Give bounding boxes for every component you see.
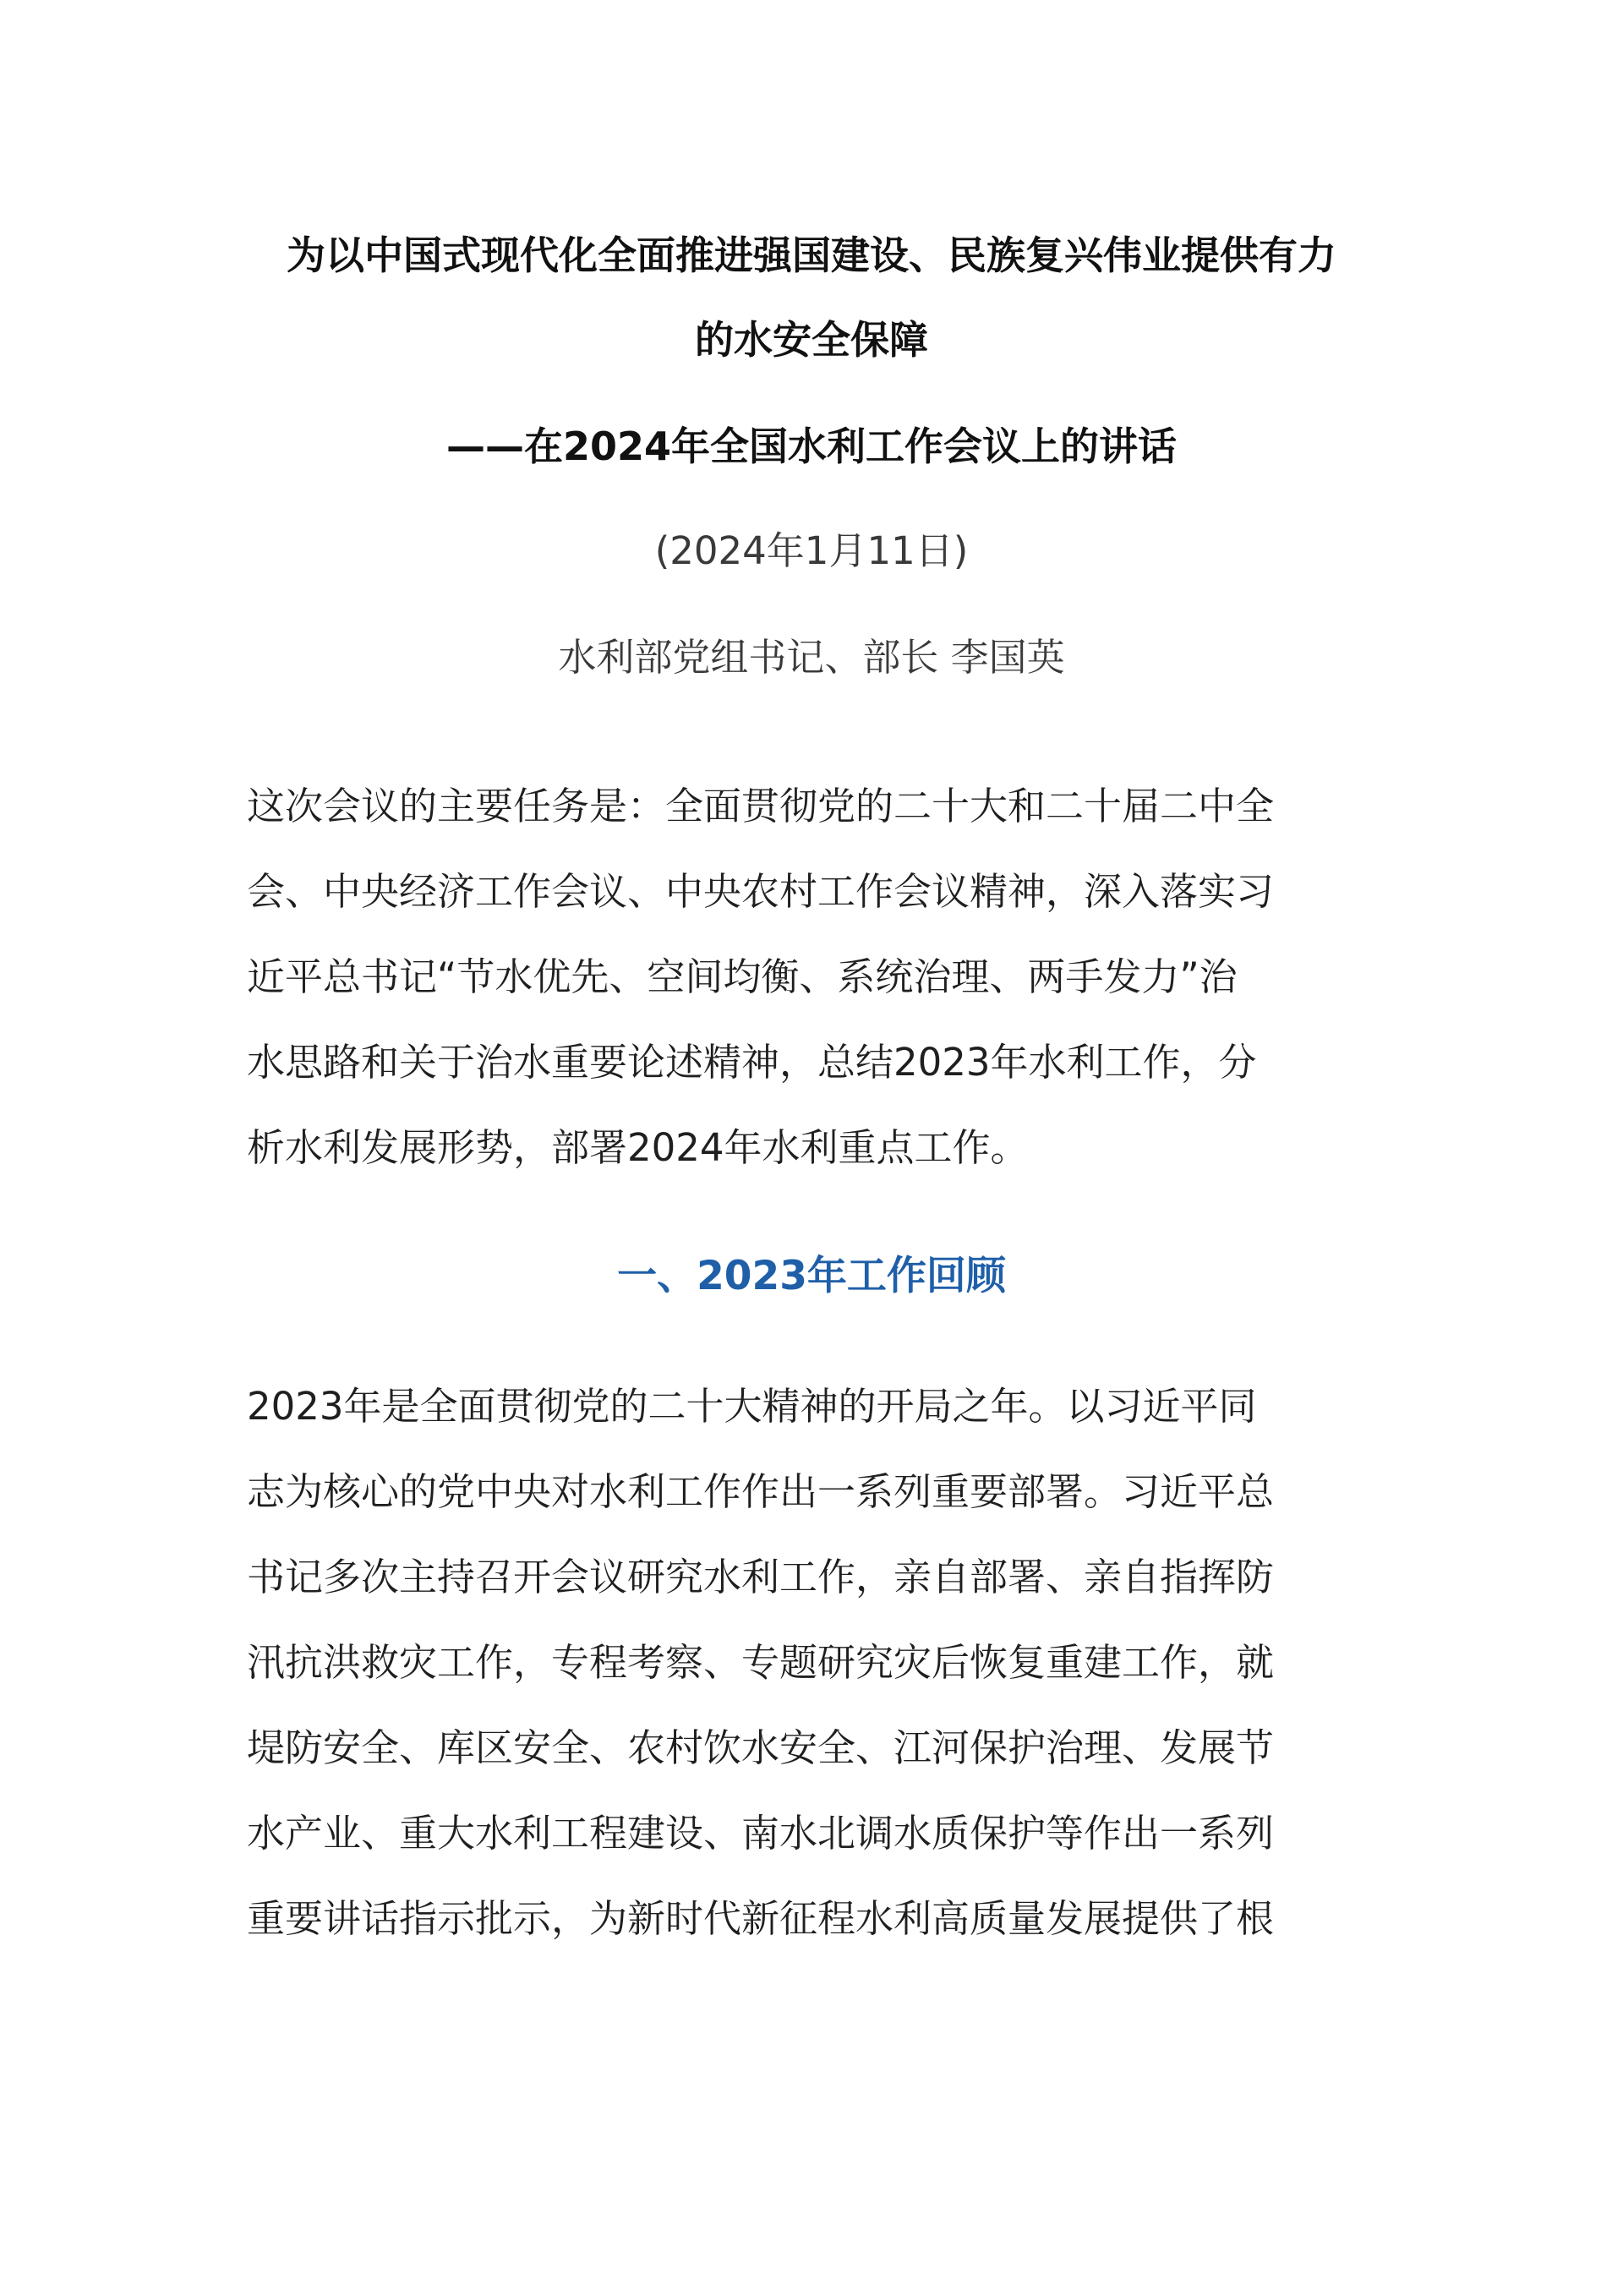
paragraph-line: 这次会议的主要任务是：全面贯彻党的二十大和二十届二中全 [247, 784, 1275, 828]
paragraph-line: 书记多次主持召开会议研究水利工作，亲自部署、亲自指挥防 [247, 1555, 1275, 1599]
speech-date: (2024年1月11日) [654, 528, 969, 573]
paragraph-line: 析水利发展形势，部署2024年水利重点工作。 [247, 1125, 1029, 1170]
paragraph-line: 汛抗洪救灾工作，专程考察、专题研究灾后恢复重建工作，就 [247, 1640, 1275, 1685]
document-subtitle: ——在2024年全国水利工作会议上的讲话 [445, 424, 1178, 469]
intro-paragraph [247, 763, 1376, 1190]
paragraph-line: 2023年是全面贯彻党的二十大精神的开局之年。以习近平同 [247, 1384, 1257, 1429]
paragraph-line: 志为核心的党中央对水利工作作出一系列重要部署。习近平总 [247, 1469, 1275, 1514]
paragraph-line: 堤防安全、库区安全、农村饮水安全、江河保护治理、发展节 [247, 1725, 1275, 1770]
section-heading-2023-review: 一、2023年工作回顾 [617, 1253, 1006, 1299]
document-title-line-2: 的水安全保障 [695, 317, 928, 363]
paragraph-line: 水产业、重大水利工程建设、南水北调水质保护等作出一系列 [247, 1811, 1275, 1856]
paragraph-line: 近平总书记“节水优先、空间均衡、系统治理、两手发力”治 [247, 954, 1238, 999]
paragraph-line: 会、中央经济工作会议、中央农村工作会议精神，深入落实习 [247, 869, 1275, 914]
document-title-line-1: 为以中国式现代化全面推进强国建设、民族复兴伟业提供有力 [287, 232, 1336, 278]
paragraph-line: 重要讲话指示批示，为新时代新征程水利高质量发展提供了根 [247, 1896, 1275, 1941]
section-1-paragraph [247, 1364, 1376, 1961]
speaker-line: 水利部党组书记、部长 李国英 [558, 635, 1065, 680]
paragraph-line: 水思路和关于治水重要论述精神，总结2023年水利工作，分 [247, 1040, 1257, 1085]
